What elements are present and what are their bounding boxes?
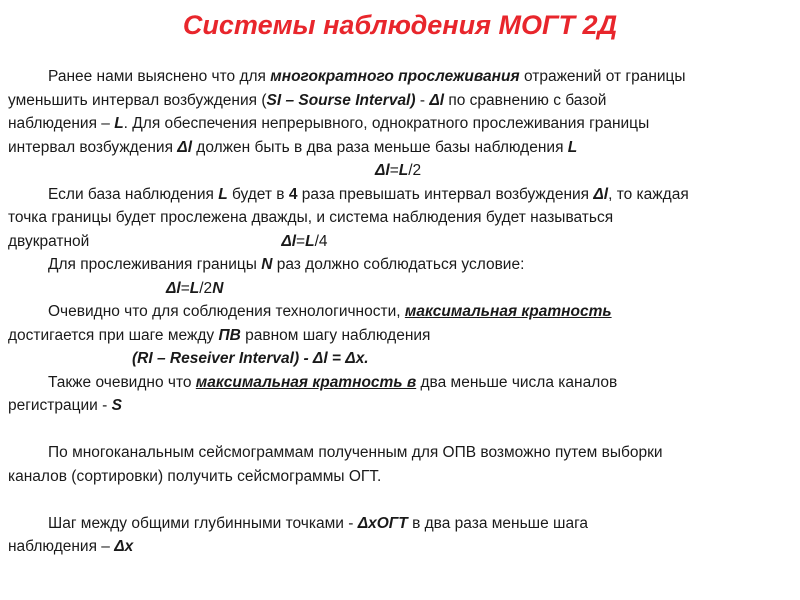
text: будет в <box>227 185 289 203</box>
text: . Для обеспечения непрерывного, однократного прослеживания границы <box>123 115 650 132</box>
text: = <box>296 232 306 250</box>
text: Также очевидно что <box>48 373 196 391</box>
text: /2 <box>199 279 213 297</box>
symbol: Δl <box>375 162 390 179</box>
symbol: L <box>218 185 228 203</box>
text: - <box>415 91 430 109</box>
text: /4 <box>314 232 328 250</box>
text: по сравнению с базой <box>444 91 607 109</box>
text: раз должно соблюдаться условие: <box>272 256 525 273</box>
text: = <box>180 279 190 297</box>
text: Ранее нами выяснено что для <box>48 68 271 85</box>
text: двукратной <box>8 232 90 250</box>
text: раза превышать интервал возбуждения <box>297 185 594 203</box>
text: должен быть в два раза меньше базы наблюдения <box>192 138 568 156</box>
text: уменьшить интервал возбуждения ( <box>8 91 267 109</box>
symbol: L <box>398 162 409 179</box>
paragraph-7-line-2 <box>8 535 792 559</box>
paragraph-2-line-3 <box>8 230 792 254</box>
symbol: Δl <box>281 232 297 250</box>
emphasis: многократного прослеживания <box>270 68 520 85</box>
spacer <box>8 488 792 512</box>
text: = <box>389 162 399 179</box>
symbol: N <box>212 279 224 297</box>
paragraph-2-line-2: точка границы будет прослежена дважды, и система наблюдения будет называться <box>8 209 614 226</box>
symbol: L <box>114 115 124 132</box>
text: наблюдения – <box>8 115 115 132</box>
symbol: L <box>189 279 200 297</box>
symbol: L <box>305 232 315 250</box>
text: в два раза меньше шага <box>407 514 589 532</box>
paragraph-1-line-1 <box>8 65 792 89</box>
paragraph-3 <box>8 253 792 277</box>
text: достигается при шаге между <box>8 326 219 344</box>
text: два меньше числа каналов <box>416 373 618 391</box>
formula-2 <box>89 233 327 250</box>
text: Если база наблюдения <box>48 185 219 203</box>
text: отражений от границы <box>519 68 686 85</box>
formula-1 <box>8 159 792 183</box>
slide-body <box>8 65 792 559</box>
text: , то каждая <box>608 185 689 203</box>
emphasis: SI – Sourse Interval) <box>266 91 416 109</box>
text: /2 <box>408 162 422 179</box>
symbol: Δl <box>166 279 181 297</box>
symbol: L <box>567 138 578 156</box>
text: наблюдения – <box>8 538 115 555</box>
text: регистрации - <box>8 397 112 414</box>
formula-3 <box>8 277 792 301</box>
paragraph-5-line-2 <box>8 394 792 418</box>
spacer <box>8 418 792 442</box>
number: 4 <box>288 185 298 203</box>
paragraph-4-line-2 <box>8 324 792 348</box>
paragraph-6-line-1: По многоканальным сейсмограммам полученным для ОПВ возможно путем выборки <box>48 444 663 461</box>
symbol: N <box>261 256 273 273</box>
paragraph-4-line-1 <box>8 300 792 324</box>
emphasis: ПВ <box>218 326 241 344</box>
symbol: ΔхОГТ <box>357 514 408 532</box>
text: Очевидно что для соблюдения технологичности, <box>48 303 405 320</box>
text: Для прослеживания границы <box>48 256 262 273</box>
slide-title: Системы наблюдения МОГТ 2Д <box>182 10 618 40</box>
paragraph-5-line-1 <box>8 371 792 395</box>
paragraph-1-line-2 <box>8 89 792 113</box>
paragraph-1-line-3 <box>8 112 792 136</box>
symbol: S <box>111 397 122 414</box>
emphasis: максимальная кратность <box>404 303 612 320</box>
paragraph-1-line-4 <box>8 136 792 160</box>
text: интервал возбуждения <box>8 138 178 156</box>
symbol: Δl <box>593 185 609 203</box>
formula-4: (RI – Reseiver Interval) - Δl = Δx. <box>132 350 369 367</box>
text: Шаг между общими глубинными точками - <box>48 514 358 532</box>
paragraph-2-line-1 <box>8 183 792 207</box>
paragraph-7-line-1 <box>8 512 792 536</box>
symbol: Δl <box>429 91 445 109</box>
paragraph-6-line-2: каналов (сортировки) получить сейсмограммы ОГТ. <box>8 467 382 485</box>
symbol: Δl <box>177 138 192 156</box>
emphasis: максимальная кратность в <box>195 373 417 391</box>
text: равном шагу наблюдения <box>240 326 431 344</box>
symbol: Δх <box>114 538 134 555</box>
